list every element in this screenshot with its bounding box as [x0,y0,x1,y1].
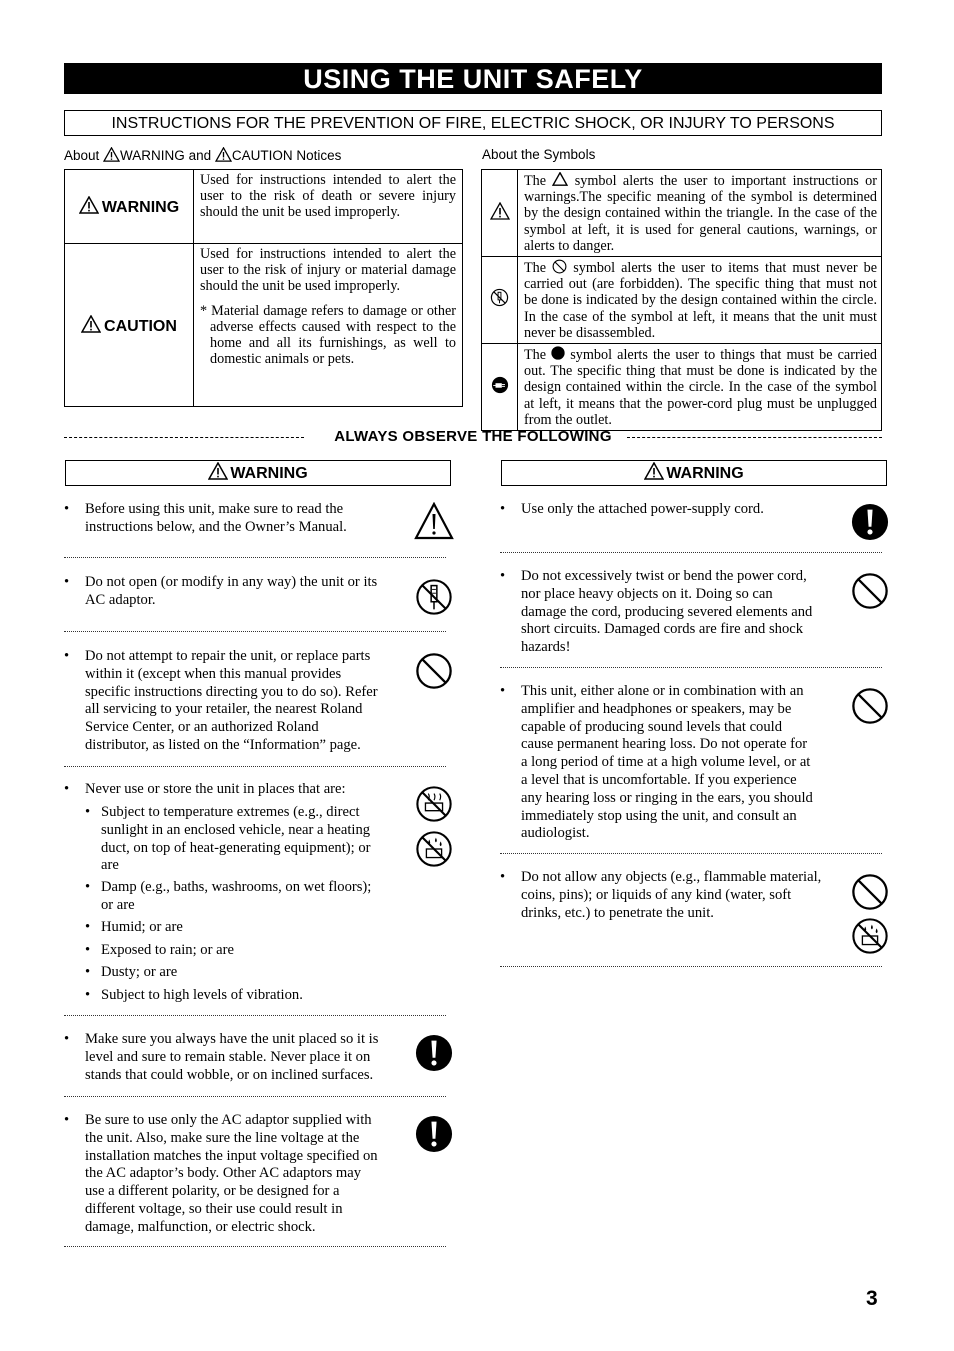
mandatory-icon [851,503,889,541]
page-title: USING THE UNIT SAFELY [64,63,882,94]
warning-item: • This unit, either alone or in combination with an amplifier and headphones or speakers, may be capable of producing sound levels that could cause permanent hearing loss. Do not operate for a long period of time at a high volume level, or at a level that is uncomfortable. If you experience any hearing loss or ringing in the ears, you should immediately stop using the unit, and consult an audiologist. [500,683,813,842]
warning-triangle-icon [208,462,228,480]
item-separator [64,631,446,632]
warning-item: • Do not open (or modify in any way) the unit or its AC adaptor. [64,574,378,608]
no-water-icon [415,830,453,868]
item-separator [500,853,882,854]
warning-item: • Do not excessively twist or bend the power cord, nor place heavy objects on it. Doing so can damage the cord, producing severed elements and short circuits. Damaged cords are fire and shock hazards! [500,568,813,656]
prohibited-icon [851,687,889,725]
warning-triangle-icon [103,147,120,162]
warning-triangle-icon [81,315,101,333]
mandatory-icon [415,1034,453,1072]
warning-triangle-icon [414,502,454,540]
item-separator [64,1246,446,1247]
warning-description: Used for instructions intended to alert the user to the risk of death or severe injury should the unit be used improperly. [194,170,463,244]
warning-item: • Make sure you always have the unit placed so it is level and sure to remain stable. Never place it on stands that could wobble, or on inclined surfaces. [64,1031,379,1083]
place-item: • Dusty; or are [85,964,178,980]
do-not-disassemble-icon [490,288,509,307]
caution-description: Used for instructions intended to alert the user to the risk of injury or material damage should the unit be used improperly. * Material damage refers to damage or other adverse effects caused with respect to the home and all its furnishings, as well to domestic animals or pets. [194,244,463,407]
place-item: • Humid; or are [85,919,183,935]
item-separator [500,552,882,553]
triangle-symbol-description: The symbol alerts the user to important instructions or warnings.The specific meaning of the symbol is determined by the design contained within the triangle. In the case of the symbol at left, it is used for general cautions, warnings, or alerts to danger. [518,170,882,257]
right-warning-heading: WARNING [501,460,887,486]
prohibited-icon [851,873,889,911]
no-water-icon [851,917,889,955]
page-subtitle: INSTRUCTIONS FOR THE PREVENTION OF FIRE, ELECTRIC SHOCK, OR INJURY TO PERSONS [64,110,882,136]
caution-label: CAUTION [65,244,194,407]
place-item: • Subject to high levels of vibration. [85,987,303,1003]
prohibit-symbol-description: The symbol alerts the user to items that must never be carried out (are forbidden). The specific thing that must not be done is indicated by the design contained within the circle. In the case of the symbol at left, it means that the unit must never be disassembled. [518,257,882,344]
notices-table [64,169,463,407]
warning-item: • Do not allow any objects (e.g., flammable material, coins, pins); or liquids of any kind (water, soft drinks, etc.) to penetrate the unit. [500,869,822,921]
warning-triangle-icon [79,196,99,214]
caution-note: * Material damage refers to damage or other adverse effects caused with respect to the home and all its furnishings, as well to domestic animals or pets. [200,302,456,368]
warning-item: • Use only the attached power-supply cord. [500,501,764,517]
prohibited-icon [851,572,889,610]
do-not-disassemble-icon [415,578,453,616]
place-item: • Subject to temperature extremes (e.g., direct sunlight in an enclosed vehicle, near a heating duct, on top of heat-generating equipment); or are [85,804,371,874]
warning-item: • Never use or store the unit in places that are: [64,781,346,797]
warning-triangle-icon [490,202,510,220]
divider-line-right [627,437,882,438]
no-heat-icon [415,785,453,823]
item-separator [64,1015,446,1016]
place-item: • Damp (e.g., baths, washrooms, on wet floors); or are [85,879,372,913]
symbols-caption: About the Symbols [482,147,596,162]
item-separator [64,766,446,767]
mandatory-icon [415,1115,453,1153]
warning-triangle-icon [644,462,664,480]
symbols-table [481,169,882,431]
place-item: • Exposed to rain; or are [85,942,234,958]
warning-item: • Do not attempt to repair the unit, or replace parts within it (except when this manual provides specific instructions directing you to do so). Refer all servicing to your retailer, the nearest Roland Service Center, or an authorized Roland distributor, as listed on the “Information” page. [64,648,378,753]
notices-caption: About WARNING and CAUTION Notices [64,148,342,163]
prohibited-icon [552,259,567,274]
warning-item: • Be sure to use only the AC adaptor supplied with the unit. Also, make sure the line voltage at the installation matches the input voltage specified on the AC adaptor’s body. Other AC adaptors may use a different polarity, or be designed for a different voltage, so their use could result in damage, malfunction, or electric shock. [64,1112,378,1235]
item-separator [500,667,882,668]
item-separator [500,966,882,967]
unplug-icon [491,376,509,394]
prohibited-icon [415,652,453,690]
always-observe-divider [64,428,882,446]
triangle-icon [552,172,568,186]
page-number: 3 [866,1287,878,1310]
always-observe-heading: ALWAYS OBSERVE THE FOLLOWING [334,428,612,445]
left-warning-heading: WARNING [65,460,451,486]
warning-triangle-icon [215,147,232,162]
item-separator [64,557,446,558]
mandatory-symbol-description: The symbol alerts the user to things that must be carried out. The specific thing that must be done is indicated by the design contained within the circle. In the case of the symbol at left, it means that the power-cord plug must be unplugged from the outlet. [518,344,882,431]
mandatory-icon [551,346,565,360]
warning-label: WARNING [65,170,194,244]
item-separator [64,1096,446,1097]
warning-item: • Before using this unit, make sure to read the instructions below, and the Owner’s Manual. [64,501,347,535]
